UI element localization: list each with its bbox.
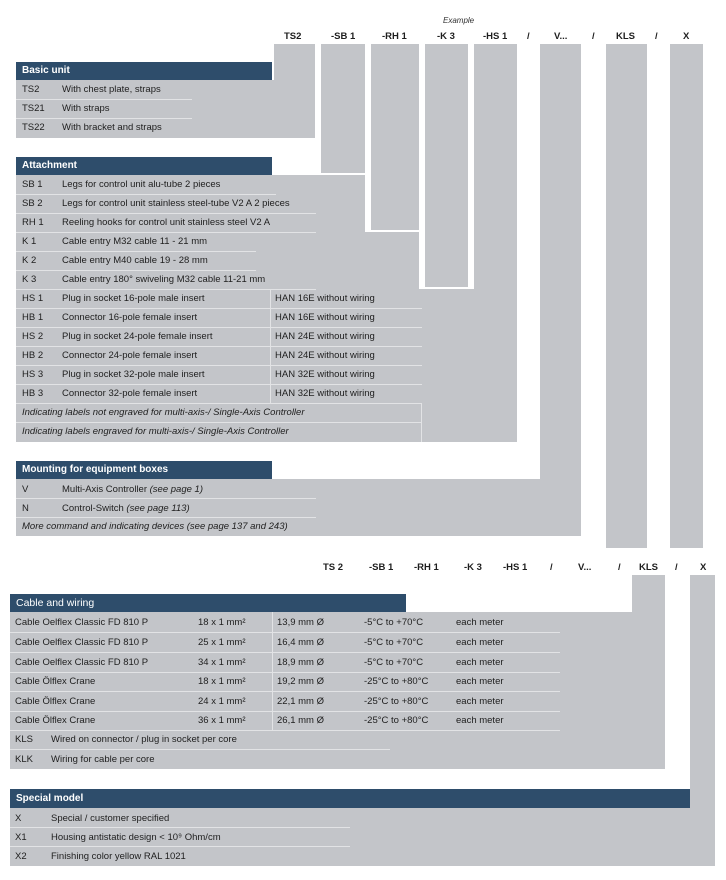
attachment-code: K 3 xyxy=(22,274,37,285)
mounting-desc xyxy=(62,503,190,515)
top-code-sb1: -SB 1 xyxy=(331,31,356,42)
basic-unit-header: Basic unit xyxy=(16,62,272,80)
cable-unit: each meter xyxy=(456,676,504,687)
cable-name: Cable Ölflex Crane xyxy=(15,676,96,687)
column-kls xyxy=(606,44,647,548)
mounting-desc xyxy=(62,484,203,496)
basic-unit-code: TS21 xyxy=(22,103,45,114)
cable-size: 36 x 1 mm² xyxy=(198,715,246,726)
cable-temp: -25°C to +80°C xyxy=(364,676,429,687)
cable-size: 24 x 1 mm² xyxy=(198,696,246,707)
column-x xyxy=(670,44,703,548)
cable-temp: -5°C to +70°C xyxy=(364,617,424,628)
bottom-code-x: X xyxy=(700,562,707,573)
attachment-note: Indicating labels not engraved for multi-axis-/ Single-Axis Controller xyxy=(22,407,305,418)
special-desc: Finishing color yellow RAL 1021 xyxy=(51,851,186,862)
top-code-kls: KLS xyxy=(616,31,635,42)
cable-unit: each meter xyxy=(456,657,504,668)
cable-unit: each meter xyxy=(456,617,504,628)
divider xyxy=(10,846,350,847)
attachment-extra: HAN 16E without wiring xyxy=(275,293,375,304)
divider xyxy=(16,194,276,195)
wiring-code: KLK xyxy=(15,754,33,765)
mounting-note: More command and indicating devices (see page 137 and 243) xyxy=(22,521,288,532)
cable-name: Cable Oelflex Classic FD 810 P xyxy=(15,637,149,648)
basic-unit-desc: With straps xyxy=(62,103,110,114)
divider xyxy=(10,652,560,653)
bottom-code-slash-2: / xyxy=(618,562,621,573)
top-code-slash-3: / xyxy=(655,31,658,42)
attachment-desc: Connector 24-pole female insert xyxy=(62,350,198,361)
cable-size: 25 x 1 mm² xyxy=(198,637,246,648)
mounting-code: N xyxy=(22,503,29,514)
attachment-desc: Cable entry M32 cable 11 - 21 mm xyxy=(62,236,208,247)
basic-unit-panel xyxy=(16,80,315,138)
attachment-extra: HAN 16E without wiring xyxy=(275,312,375,323)
mounting-ref: (see page 113) xyxy=(126,503,190,514)
divider xyxy=(16,403,422,404)
cable-diameter: 22,1 mm Ø xyxy=(277,696,324,707)
column-v xyxy=(540,44,581,536)
divider xyxy=(10,827,350,828)
divider xyxy=(16,289,316,290)
attachment-desc: Connector 16-pole female insert xyxy=(62,312,198,323)
mounting-header: Mounting for equipment boxes xyxy=(16,461,272,479)
attachment-code: K 2 xyxy=(22,255,37,266)
special-header: Special model xyxy=(10,789,690,808)
attachment-code: HS 2 xyxy=(22,331,44,342)
attachment-desc: Reeling hooks for control unit stainless steel V2 A xyxy=(62,217,271,228)
top-code-x: X xyxy=(683,31,690,42)
column-sb1 xyxy=(321,44,365,173)
column-kls-bottom xyxy=(632,575,665,613)
attachment-code: HB 3 xyxy=(22,388,44,399)
bottom-code-sb1: -SB 1 xyxy=(369,562,394,573)
divider xyxy=(10,749,390,750)
special-code: X xyxy=(15,813,22,824)
attachment-desc: Plug in socket 32-pole male insert xyxy=(62,369,205,380)
divider xyxy=(272,612,273,730)
cable-size: 18 x 1 mm² xyxy=(198,676,246,687)
cable-name: Cable Ölflex Crane xyxy=(15,715,96,726)
divider xyxy=(16,118,192,119)
cable-temp: -5°C to +70°C xyxy=(364,657,424,668)
column-rh1 xyxy=(371,44,419,230)
cable-diameter: 19,2 mm Ø xyxy=(277,676,324,687)
attachment-desc: Cable entry 180° swiveling M32 cable 11-21 mm xyxy=(62,274,266,285)
attachment-extra: HAN 32E without wiring xyxy=(275,388,375,399)
cable-unit: each meter xyxy=(456,696,504,707)
special-code: X1 xyxy=(15,832,27,843)
mounting-desc-text: Multi-Axis Controller xyxy=(62,484,147,495)
divider xyxy=(10,691,560,692)
cable-diameter: 26,1 mm Ø xyxy=(277,715,324,726)
divider xyxy=(16,384,422,385)
cable-unit: each meter xyxy=(456,637,504,648)
attachment-code: HS 3 xyxy=(22,369,44,380)
attachment-code: RH 1 xyxy=(22,217,44,228)
bottom-code-hs1: -HS 1 xyxy=(503,562,528,573)
divider xyxy=(16,346,422,347)
top-code-k3: -K 3 xyxy=(437,31,455,42)
top-code-hs1: -HS 1 xyxy=(483,31,508,42)
top-code-rh1: -RH 1 xyxy=(382,31,407,42)
bottom-code-slash-3: / xyxy=(675,562,678,573)
divider xyxy=(16,270,256,271)
column-k3 xyxy=(425,44,468,287)
basic-unit-desc: With bracket and straps xyxy=(62,122,162,133)
divider xyxy=(16,327,422,328)
attachment-code: HB 2 xyxy=(22,350,44,361)
mounting-code: V xyxy=(22,484,29,495)
divider xyxy=(16,422,422,423)
attachment-extra: HAN 24E without wiring xyxy=(275,331,375,342)
divider xyxy=(10,672,560,673)
cable-name: Cable Oelflex Classic FD 810 P xyxy=(15,617,149,628)
cable-size: 34 x 1 mm² xyxy=(198,657,246,668)
bottom-code-v: V... xyxy=(578,562,592,573)
basic-unit-code: TS22 xyxy=(22,122,45,133)
cable-name: Cable Ölflex Crane xyxy=(15,696,96,707)
divider xyxy=(270,289,271,403)
bottom-code-rh1: -RH 1 xyxy=(414,562,439,573)
bottom-code-slash-1: / xyxy=(550,562,553,573)
attachment-note: Indicating labels engraved for multi-axis-/ Single-Axis Controller xyxy=(22,426,289,437)
attachment-desc: Plug in socket 24-pole female insert xyxy=(62,331,213,342)
basic-unit-code: TS2 xyxy=(22,84,40,95)
wiring-desc: Wiring for cable per core xyxy=(51,754,155,765)
attachment-code: HB 1 xyxy=(22,312,44,323)
cable-diameter: 16,4 mm Ø xyxy=(277,637,324,648)
column-x-bottom xyxy=(690,575,715,866)
bottom-code-ts2: TS 2 xyxy=(323,562,344,573)
divider xyxy=(421,403,422,442)
attachment-extra: HAN 24E without wiring xyxy=(275,350,375,361)
top-code-slash-1: / xyxy=(527,31,530,42)
top-code-ts2: TS2 xyxy=(284,31,302,42)
bottom-code-k3: -K 3 xyxy=(464,562,482,573)
cable-temp: -25°C to +80°C xyxy=(364,696,429,707)
top-code-v: V... xyxy=(554,31,568,42)
divider xyxy=(16,213,316,214)
attachment-desc: Legs for control unit stainless steel-tube V2 A 2 pieces xyxy=(62,198,290,209)
attachment-desc: Plug in socket 16-pole male insert xyxy=(62,293,205,304)
special-desc: Housing antistatic design < 10⁹ Ohm/cm xyxy=(51,832,221,843)
divider xyxy=(10,632,560,633)
attachment-desc: Connector 32-pole female insert xyxy=(62,388,198,399)
divider xyxy=(16,232,316,233)
cable-name: Cable Oelflex Classic FD 810 P xyxy=(15,657,149,668)
cable-diameter: 18,9 mm Ø xyxy=(277,657,324,668)
mounting-desc-text: Control-Switch xyxy=(62,503,124,514)
divider xyxy=(16,251,256,252)
cable-temp: -25°C to +80°C xyxy=(364,715,429,726)
attachment-header: Attachment xyxy=(16,157,272,175)
cable-size: 18 x 1 mm² xyxy=(198,617,246,628)
bottom-code-kls: KLS xyxy=(639,562,658,573)
divider xyxy=(16,517,316,518)
divider xyxy=(16,308,422,309)
cable-header: Cable and wiring xyxy=(10,594,406,612)
wiring-code: KLS xyxy=(15,734,33,745)
special-code: X2 xyxy=(15,851,27,862)
basic-unit-desc: With chest plate, straps xyxy=(62,84,161,95)
cable-temp: -5°C to +70°C xyxy=(364,637,424,648)
divider xyxy=(16,99,192,100)
divider xyxy=(10,711,560,712)
divider xyxy=(16,365,422,366)
cable-diameter: 13,9 mm Ø xyxy=(277,617,324,628)
example-label: Example xyxy=(443,16,475,25)
mounting-ref: (see page 1) xyxy=(149,484,203,495)
attachment-code: K 1 xyxy=(22,236,37,247)
attachment-code: SB 1 xyxy=(22,179,43,190)
special-desc: Special / customer specified xyxy=(51,813,170,824)
attachment-extra: HAN 32E without wiring xyxy=(275,369,375,380)
attachment-code: SB 2 xyxy=(22,198,43,209)
divider xyxy=(16,498,316,499)
wiring-desc: Wired on connector / plug in socket per core xyxy=(51,734,237,745)
attachment-desc: Cable entry M40 cable 19 - 28 mm xyxy=(62,255,208,266)
top-code-slash-2: / xyxy=(592,31,595,42)
attachment-desc: Legs for control unit alu-tube 2 pieces xyxy=(62,179,221,190)
cable-unit: each meter xyxy=(456,715,504,726)
divider xyxy=(10,730,560,731)
attachment-code: HS 1 xyxy=(22,293,44,304)
